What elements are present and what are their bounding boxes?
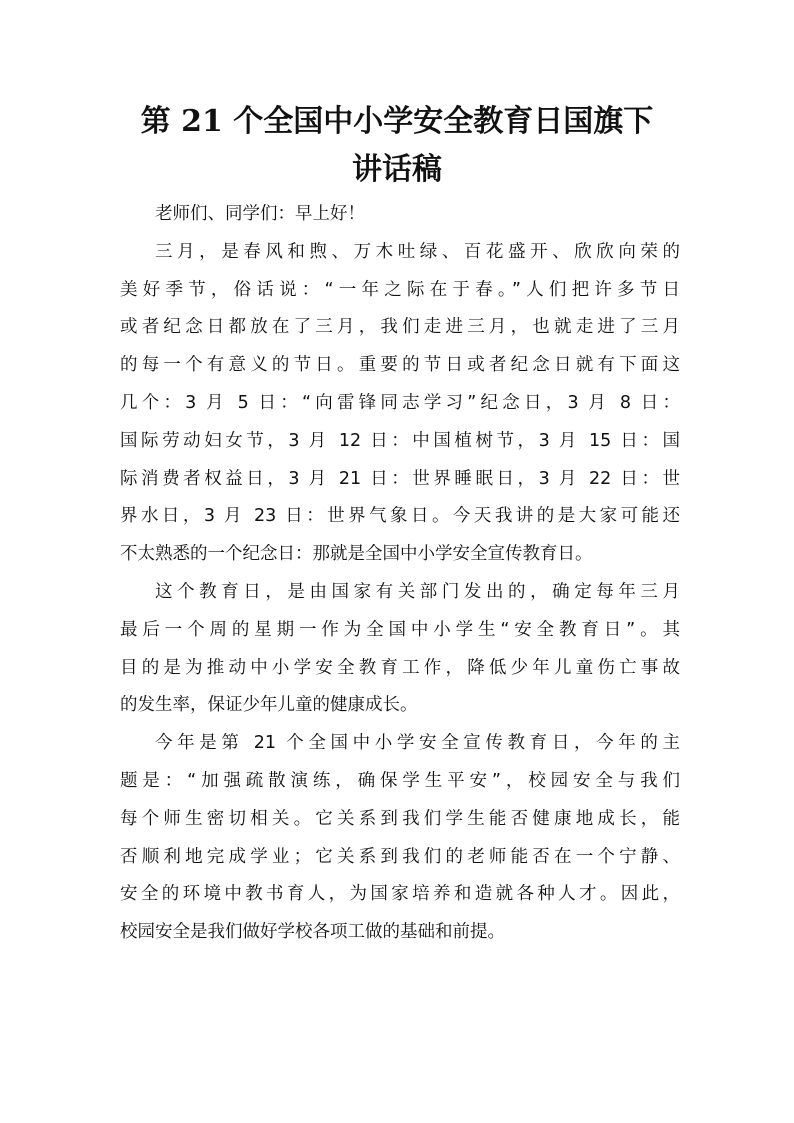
paragraph-theme [120, 725, 680, 952]
text-line: 最后一个周的星期一作为全国中小学生“安全教育日”。其 [120, 619, 680, 640]
text-line: 三月，是春风和煦、万木吐绿、百花盛开、欣欣向荣的 [155, 241, 680, 262]
text-line: 这个教育日，是由国家有关部门发出的，确定每年三月 [155, 581, 680, 602]
text-line: 今年是第 21 个全国中小学安全宣传教育日，今年的主 [155, 733, 680, 754]
text-line: 或者纪念日都放在了三月，我们走进三月，也就走进了三月 [120, 317, 680, 338]
paragraph-greeting [120, 196, 680, 234]
text-line: 每个师生密切相关。它关系到我们学生能否健康地成长，能 [120, 808, 680, 829]
text-line: 美好季节，俗话说：“一年之际在于春。”人们把许多节日 [120, 279, 680, 300]
text-line: 目的是为推动中小学安全教育工作，降低少年儿童伤亡事故 [120, 657, 680, 678]
text-line: 题是：“加强疏散演练，确保学生平安”，校园安全与我们 [120, 770, 680, 791]
text-line: 国际劳动妇女节，3 月 12 日：中国植树节，3 月 15 日：国 [120, 430, 680, 451]
text-line: 安全的环境中教书育人，为国家培养和造就各种人才。因此， [120, 884, 680, 905]
paragraph-education-day [120, 574, 680, 725]
text-line: 不太熟悉的一个纪念日：那就是全国中小学安全宣传教育日。 [120, 544, 593, 565]
document-title [100, 98, 694, 194]
text-line: 界水日，3 月 23 日：世界气象日。今天我讲的是大家可能还 [120, 506, 680, 527]
text-line: 几个：3 月 5 日：“向雷锋同志学习”纪念日，3 月 8 日： [120, 392, 680, 413]
title-line: 讲话稿 [352, 152, 442, 187]
text-line: 的每一个有意义的节日。重要的节日或者纪念日就有下面这 [120, 355, 680, 376]
text-line: 的发生率，保证少年儿童的健康成长。 [120, 695, 418, 716]
text-line: 际消费者权益日，3 月 21 日：世界睡眠日，3 月 22 日：世 [120, 468, 680, 489]
text-line: 校园安全是我们做好学校各项工做的基础和前提。 [120, 922, 505, 943]
text-line: 老师们、同学们：早上好！ [155, 204, 365, 224]
document-body [120, 196, 680, 952]
text-line: 否顺利地完成学业；它关系到我们的老师能否在一个宁静、 [120, 846, 680, 867]
title-line: 第 21 个全国中小学安全教育日国旗下 [140, 104, 654, 139]
paragraph-march [120, 234, 680, 574]
